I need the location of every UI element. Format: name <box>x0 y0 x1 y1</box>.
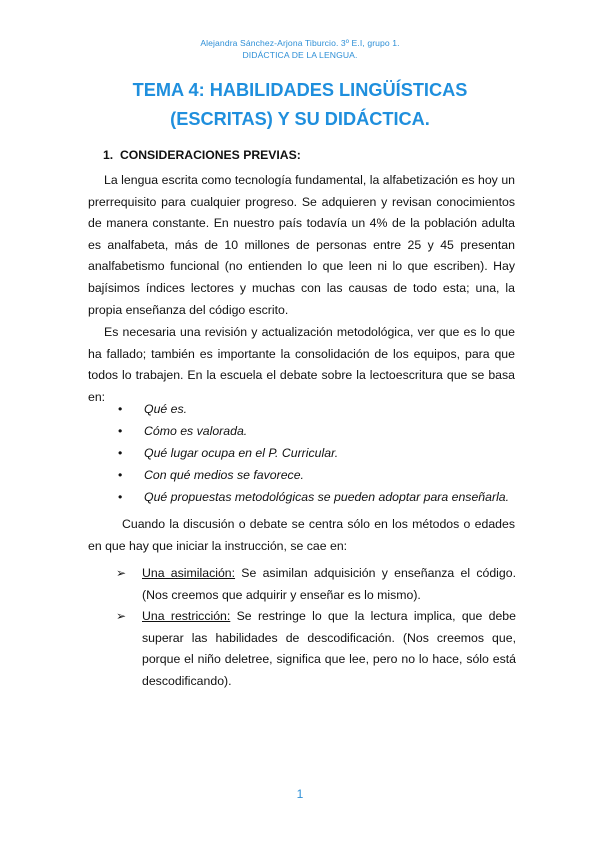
list-item <box>118 442 509 464</box>
bullet-list <box>118 398 509 508</box>
list-item <box>118 464 509 486</box>
list-item <box>118 398 509 420</box>
bullet-icon: • <box>118 446 123 460</box>
arrow-item-term: Una asimilación: <box>142 566 236 580</box>
bullet-icon: • <box>118 468 123 482</box>
section-heading <box>103 148 301 162</box>
bullet-icon: • <box>118 490 123 504</box>
list-item-text: Qué es. <box>144 402 188 416</box>
list-item-text: Cómo es valorada. <box>144 424 248 438</box>
bullet-icon: • <box>118 402 123 416</box>
list-item <box>118 486 509 508</box>
arrow-list-item <box>116 606 516 692</box>
section-number: 1. <box>103 148 114 162</box>
paragraph-1: La lengua escrita como tecnología fundamental, la alfabetización es hoy un prerrequisito para cualquier progreso. Se adquieren y revisan conocimientos de manera constante. En nuestro país todavía un 4% de la población adulta es analfabeta, más de 10 millones de personas entre 25 y 45 presentan analfabetismo funcional (no entienden lo que leen ni lo que escriben). Hay bajísimos índices lectores y muchas con las causas de todo esta; una, la propia enseñanza del código escrito. <box>88 173 515 317</box>
page-header <box>0 37 600 61</box>
paragraph-3: Cuando la discusión o debate se centra sólo en los métodos o edades en que hay que iniciar la instrucción, se cae en: <box>88 517 515 553</box>
arrow-item-term: Una restricción: <box>142 609 231 624</box>
list-item <box>118 420 509 442</box>
list-item-text: Qué propuestas metodológicas se pueden adoptar para enseñarla. <box>144 490 510 504</box>
arrow-list-item <box>116 563 516 606</box>
arrow-bullet-icon: ➢ <box>116 609 127 624</box>
paragraph-2: Es necesaria una revisión y actualización metodológica, ver que es lo que ha fallado; también es importante la consolidación de los equipos, para que todos lo trabajen. En la escuela el debate sobre la lectoescritura que se basa en: <box>88 325 515 404</box>
section-title: CONSIDERACIONES PREVIAS: <box>119 148 301 162</box>
title-line-2: (ESCRITAS) Y SU DIDÁCTICA. <box>170 109 430 129</box>
page-title <box>70 76 530 134</box>
arrow-bullet-icon: ➢ <box>116 566 127 580</box>
page-number: 1 <box>296 787 304 801</box>
list-item-text: Con qué medios se favorece. <box>144 468 304 482</box>
arrow-list <box>116 563 516 693</box>
arrow-item-text: Se asimilan adquisición y enseñanza el código. (Nos creemos que adquirir y enseñar es lo mismo). <box>142 566 516 602</box>
bullet-icon: • <box>118 424 123 438</box>
header-course-line: DIDÁCTICA DE LA LENGUA. <box>242 50 358 60</box>
arrow-item-text: Se restringe lo que la lectura implica, que debe superar las habilidades de descodificación. (Nos creemos que, porque el niño deletree, significa que lee, pero no lo hace, sólo está descodificando). <box>142 609 516 688</box>
title-line-1: TEMA 4: HABILIDADES LINGÜÍSTICAS <box>132 80 468 100</box>
list-item-text: Qué lugar ocupa en el P. Curricular. <box>144 446 339 460</box>
header-author-line: Alejandra Sánchez-Arjona Tiburcio. 3º E.I, grupo 1. <box>200 38 400 48</box>
